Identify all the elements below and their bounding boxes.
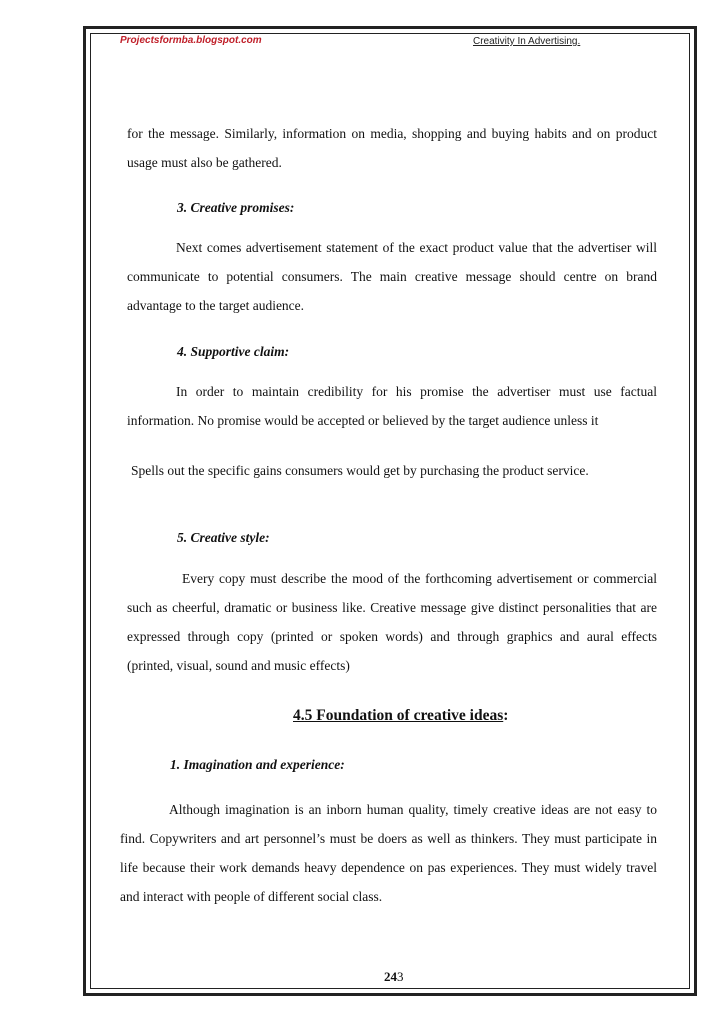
paragraph-message: for the message. Similarly, information on media, shopping and buying habits and on product usage must also be gathered. xyxy=(127,126,657,170)
paragraph-imagination: Although imagination is an inborn human quality, timely creative ideas are not easy to find. Copywriters and art personnel’s must be doers as well as thinkers. They must participate in life because their work demands heavy dependence on pas experiences. They must widely travel and interact with people of different social class. xyxy=(120,802,657,904)
page-number-rest: 3 xyxy=(397,969,404,984)
header-title: Creativity In Advertising. xyxy=(473,36,581,47)
paragraph-supportive-claim: In order to maintain credibility for his promise the advertiser must use factual information. No promise would be accepted or believed by the target audience unless it xyxy=(127,384,657,428)
header-site: Projectsformba.blogspot.com xyxy=(120,35,262,46)
paragraph-creative-promises: Next comes advertisement statement of the exact product value that the advertiser will communicate to potential consumers. The main creative message should centre on brand advantage to the target audience. xyxy=(127,240,657,313)
section-title-colon: : xyxy=(503,707,509,724)
section-title xyxy=(293,707,508,725)
paragraph-spells-out: Spells out the specific gains consumers would get by purchasing the product service. xyxy=(131,463,589,478)
heading-supportive-claim: 4. Supportive claim: xyxy=(177,344,290,359)
heading-creative-style: 5. Creative style: xyxy=(177,530,270,545)
heading-creative-promises: 3. Creative promises: xyxy=(177,200,295,215)
paragraph-creative-style: Every copy must describe the mood of the forthcoming advertisement or commercial such as cheerful, dramatic or business like. Creative message give distinct personalities that are expressed through copy (printed or spoken words) and through graphics and aural effects (printed, visual, sound and music effects) xyxy=(127,571,657,673)
section-title-text: 4.5 Foundation of creative ideas xyxy=(293,707,504,724)
page-number xyxy=(384,969,404,985)
page-number-bold: 24 xyxy=(384,969,397,984)
heading-imagination: 1. Imagination and experience: xyxy=(170,757,345,772)
